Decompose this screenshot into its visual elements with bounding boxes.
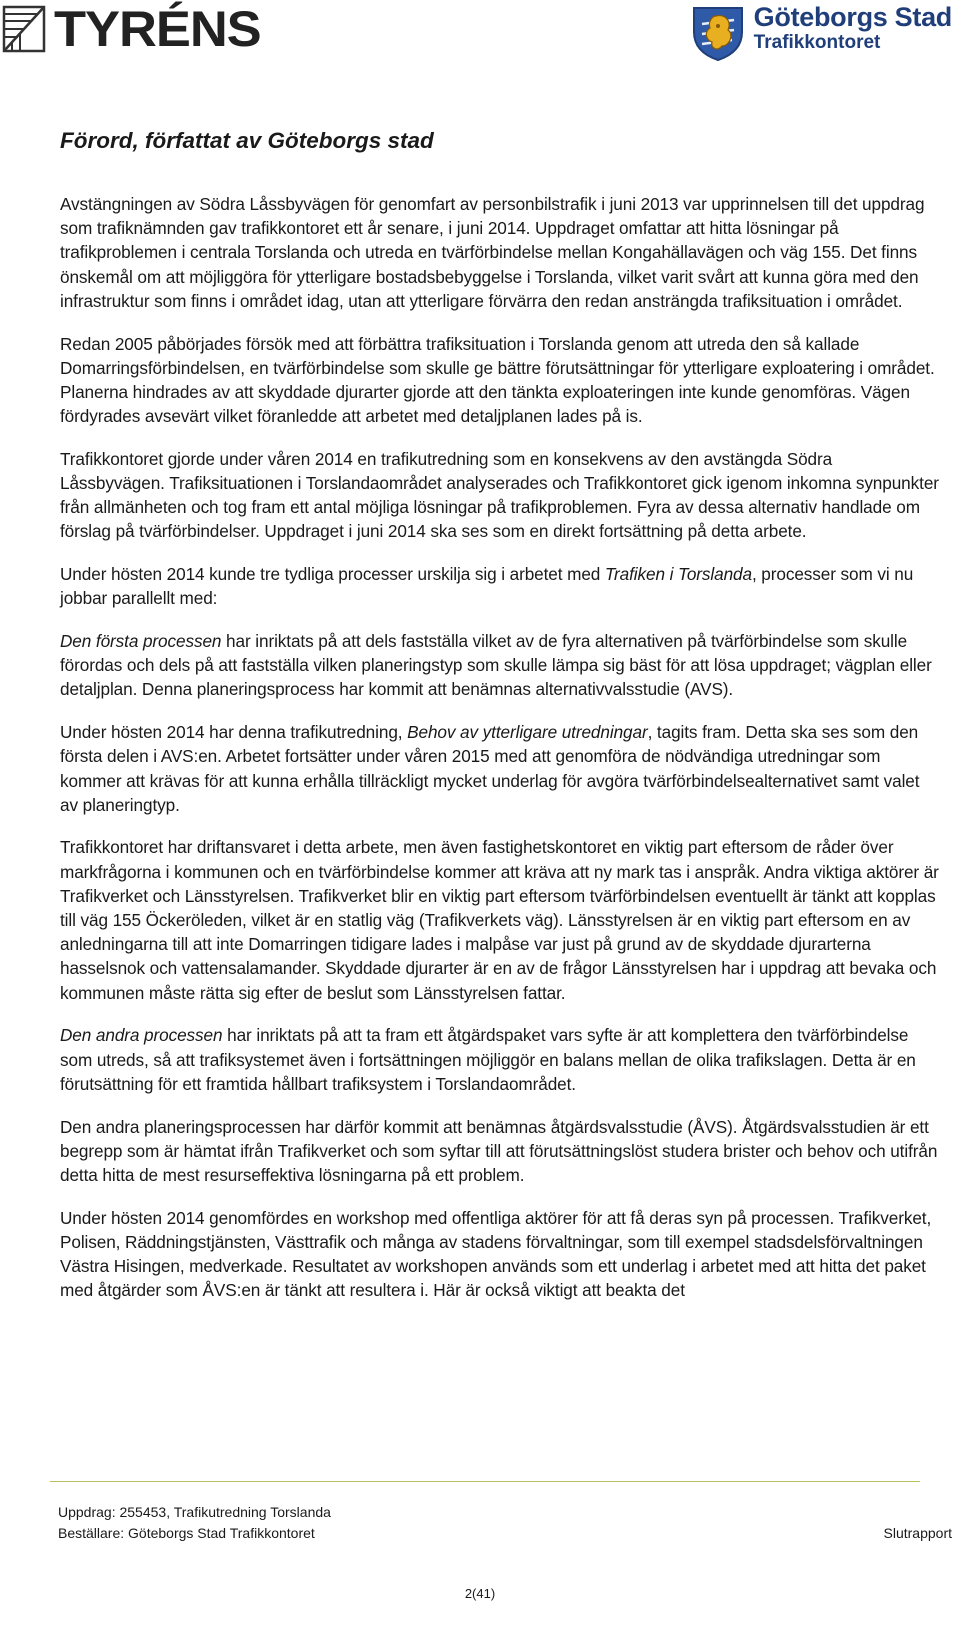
trafikkontoret-name: Trafikkontoret <box>753 32 881 54</box>
paragraph-1: Avstängningen av Södra Låssbyvägen för genomfart av personbilstrafik i juni 2013 var upprinnelsen till det uppdrag som trafiknämnden gav trafikkontoret ett år senare, i juni 2014. Uppdraget omfattar att hitta lösningar på trafikproblemen i centrala Torslanda och utreda en tvärförbindelse mellan Kongahällavägen och väg 155. Det finns önskemål om att möjliggöra för ytterligare bostadsbebyggelse i Torslanda, vilket varit svårt att kunna göra med den infrastruktur som finns i området idag, utan att ytterligare förvärra den redan ansträngda trafiksituation i området. <box>60 194 925 311</box>
paragraph-3: Trafikkontoret gjorde under våren 2014 en trafikutredning som en konsekvens av den avstängda Södra Låssbyvägen. Trafiksituationen i Torslandaområdet analyserades och Trafikkontoret gick igenom inkomna synpunkter från allmänheten och tog fram ett antal möjliga lösningar på trafikproblemen. Fyra av dessa alternativ handlade om förslag på tvärförbindelser. Uppdraget i juni 2014 ska ses som en direkt fortsättning på detta arbete. <box>60 448 939 542</box>
paragraph-5-text: har inriktats på att dels fastställa vilket av de fyra alternativen på tvärförbindelse som skulle förordas och dels på att fastställa vilken planeringstyp som skulle lämpa sig bäst för att lösa uppdraget; vägplan eller detaljplan. Denna planeringsprocess har kommit att benämnas alternativvalsstudie (AVS). <box>60 631 932 700</box>
paragraph-8-text: har inriktats på att ta fram ett åtgärdspaket vars syfte är att komplettera den tvärförbindelse som utreds, så att trafiksystemet även i fortsättningen möjliggör en balans mellan de olika trafikslagen. Detta är en förutsättning för ett framtida hållbart trafiksystem i Torslandaområdet. <box>60 1025 916 1094</box>
tyrens-logo <box>2 1 261 57</box>
goteborgs-stad-name: Göteborgs Stad <box>753 2 952 32</box>
document-body <box>60 128 940 1321</box>
tyrens-logo-icon <box>2 5 46 53</box>
paragraph-5-lead: Den första processen <box>60 631 222 652</box>
page-title: Förord, författat av Göteborgs stad <box>60 128 434 153</box>
paragraph-6-text-a: Under hösten 2014 har denna trafikutredning, <box>60 722 408 743</box>
paragraph-6-report-name: Behov av ytterligare utredningar <box>407 722 648 743</box>
paragraph-4 <box>60 562 940 610</box>
lion-emblem-icon <box>688 2 748 62</box>
goteborgs-stad-logo <box>688 2 952 62</box>
tyrens-logo-text: TYRÉNS <box>54 1 261 57</box>
paragraph-7: Trafikkontoret har driftansvaret i detta arbete, men även fastighetskontoret en viktig part eftersom de råder över markfrågorna i kommunen och en tvärförbindelse kommer att kräva att ny mark tas i anspråk. Andra viktiga aktörer är Trafikverket och Länsstyrelsen. Trafikverket blir en viktig part eftersom tvärförbindelsen eventuellt är tänkt att kopplas till väg 155 Öckeröleden, vilket är en statlig väg (Trafikverkets väg). Länsstyrelsen är en viktig part eftersom en av anledningarna till att inte Domarringen tidigare lades i malpåse var just på grund av de skyddade djurarterna hasselsnok och vattensalamander. Skyddade djurarter är en av de frågor Länsstyrelsen har i uppdrag att bevaka och kommunen måste rätta sig efter de beslut som Länsstyrelsen fattar. <box>60 837 939 1003</box>
paragraph-9: Den andra planeringsprocessen har därför kommit att benämnas åtgärdsvalsstudie (ÅVS). Åtgärdsvalsstudien är ett begrepp som är hämtat ifrån Trafikverket och som syftar till att förutsättningslöst studera brister och behov och utifrån detta hitta de mest resurseffektiva lösningarna på ett problem. <box>60 1116 938 1185</box>
paragraph-8-lead: Den andra processen <box>60 1025 223 1046</box>
paragraph-4-text-a: Under hösten 2014 kunde tre tydliga processer urskilja sig i arbetet med <box>60 564 605 585</box>
paragraph-6-text-c: , tagits fram. Detta ska ses som den första delen i AVS:en. Arbetet fortsätter under våren 2015 med att genomföra de nödvändiga utredningar som kommer att krävas för att kunna erhålla tillräckligt mycket underlag för avgöra tvärförbindelsealternativet samt valet av planeringtyp. <box>60 722 920 815</box>
footer-info <box>58 1502 331 1544</box>
paragraph-5 <box>60 629 940 702</box>
page-header <box>0 0 960 70</box>
paragraph-4-project-name: Trafiken i Torslanda <box>604 564 752 585</box>
paragraph-6 <box>60 720 940 817</box>
footer-assignment: Uppdrag: 255453, Trafikutredning Torslanda <box>58 1504 331 1520</box>
paragraph-8 <box>60 1023 940 1096</box>
paragraph-10: Under hösten 2014 genomfördes en workshop med offentliga aktörer för att få deras syn på processen. Trafikverket, Polisen, Räddningstjänsten, Västtrafik och många av stadens förvaltningar, som till exempel stadsdelsförvaltningen Västra Hisingen, medverkade. Resultatet av workshopen används som ett underlag i arbetet med att hitta det paket med åtgärder som ÅVS:en är tänkt att resultera i. Här är också viktigt att beakta det <box>60 1207 932 1301</box>
paragraph-2: Redan 2005 påbörjades försök med att förbättra trafiksituation i Torslanda genom att utreda den så kallade Domarringsförbindelsen, en tvärförbindelse som skulle ge bättre förutsättningar för ytterligare exploatering i området. Planerna hindrades av att skyddade djurarter gjorde att den tänkta exploateringen inte kunde genomföras. Vägen fördyrades avsevärt vilket föranledde att arbetet med detaljplanen lades på is. <box>60 333 935 427</box>
page-number: 2(41) <box>464 1586 496 1601</box>
footer-client: Beställare: Göteborgs Stad Trafikkontoret <box>58 1525 315 1541</box>
paragraph-4-text-c: , processer som vi nu jobbar parallellt med: <box>60 564 914 609</box>
footer-report-type: Slutrapport <box>883 1525 952 1541</box>
footer-divider <box>50 1481 920 1482</box>
